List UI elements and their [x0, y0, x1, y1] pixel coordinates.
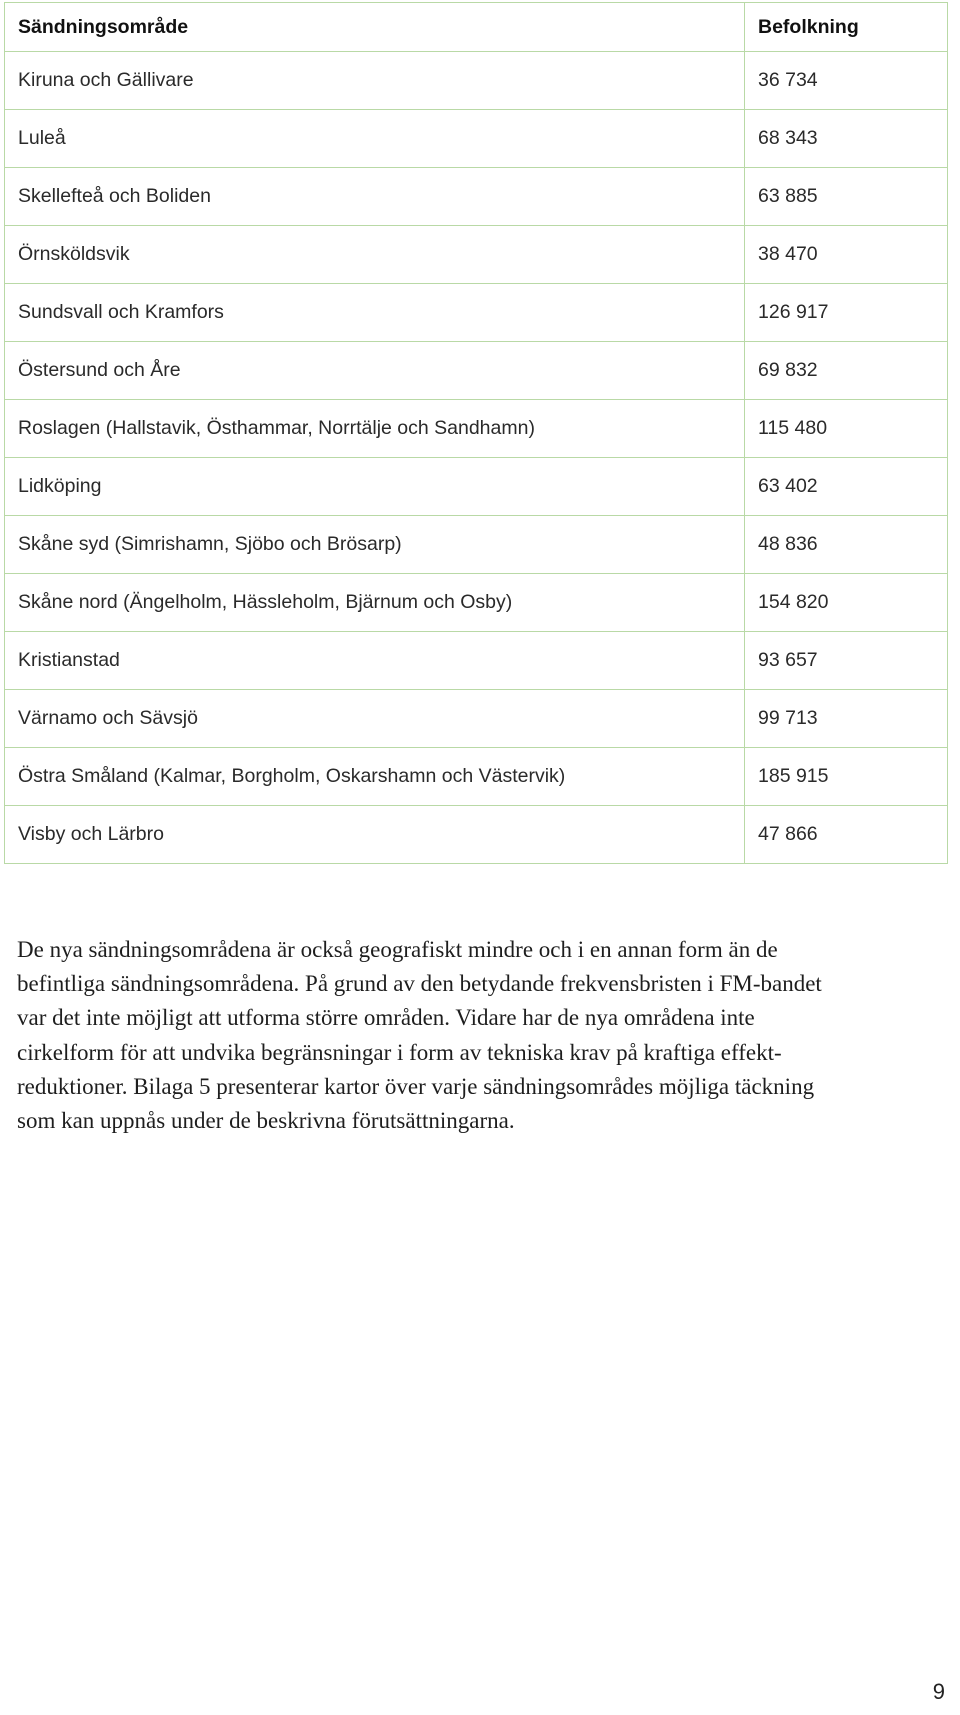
- population-cell: 99 713: [745, 690, 948, 748]
- area-cell: Värnamo och Sävsjö: [5, 690, 745, 748]
- table-row: [5, 748, 948, 806]
- population-cell: 48 836: [745, 516, 948, 574]
- population-cell: 36 734: [745, 52, 948, 110]
- column-header-population: Befolkning: [745, 3, 948, 52]
- population-cell: 69 832: [745, 342, 948, 400]
- paragraph-line: reduktioner. Bilaga 5 presenterar kartor över varje sändningsområdes möjliga täckning: [17, 1073, 815, 1099]
- table-row: [5, 342, 948, 400]
- table-row: [5, 458, 948, 516]
- area-cell: Östra Småland (Kalmar, Borgholm, Oskarshamn och Västervik): [5, 748, 745, 806]
- broadcast-areas-table: [4, 2, 948, 864]
- population-cell: 126 917: [745, 284, 948, 342]
- table-row: [5, 516, 948, 574]
- area-cell: Skåne syd (Simrishamn, Sjöbo och Brösarp): [5, 516, 745, 574]
- area-cell: Visby och Lärbro: [5, 806, 745, 864]
- population-cell: 63 402: [745, 458, 948, 516]
- paragraph-line: De nya sändningsområdena är också geografiskt mindre och i en annan form än de: [17, 937, 778, 962]
- column-header-area: Sändningsområde: [5, 3, 745, 52]
- table-row: [5, 168, 948, 226]
- table-row: [5, 110, 948, 168]
- table-body: [5, 52, 948, 864]
- table-row: [5, 400, 948, 458]
- table-row: [5, 52, 948, 110]
- population-cell: 185 915: [745, 748, 948, 806]
- population-cell: 68 343: [745, 110, 948, 168]
- table-row: [5, 226, 948, 284]
- paragraph-line: cirkelform för att undvika begränsningar i form av tekniska krav på kraftiga effekt-: [17, 1039, 782, 1065]
- area-cell: Östersund och Åre: [5, 342, 745, 400]
- paragraph-line: var det inte möjligt att utforma större områden. Vidare har de nya områdena inte: [17, 1005, 755, 1031]
- population-cell: 93 657: [745, 632, 948, 690]
- table-row: [5, 574, 948, 632]
- area-cell: Lidköping: [5, 458, 745, 516]
- table-row: [5, 284, 948, 342]
- table-row: [5, 806, 948, 864]
- table-row: [5, 690, 948, 748]
- area-cell: Sundsvall och Kramfors: [5, 284, 745, 342]
- population-cell: 38 470: [745, 226, 948, 284]
- population-cell: 115 480: [745, 400, 948, 458]
- area-cell: Kiruna och Gällivare: [5, 52, 745, 110]
- paragraph-line: som kan uppnås under de beskrivna förutsättningarna.: [17, 1108, 515, 1134]
- area-cell: Skåne nord (Ängelholm, Hässleholm, Bjärnum och Osby): [5, 574, 745, 632]
- population-cell: 154 820: [745, 574, 948, 632]
- area-cell: Örnsköldsvik: [5, 226, 745, 284]
- area-cell: Skellefteå och Boliden: [5, 168, 745, 226]
- paragraph-line: befintliga sändningsområdena. På grund av den betydande frekvensbristen i FM-bandet: [17, 971, 822, 997]
- area-cell: Kristianstad: [5, 632, 745, 690]
- area-cell: Luleå: [5, 110, 745, 168]
- page-number: 9: [932, 1679, 945, 1704]
- table-header-row: [5, 3, 948, 52]
- body-paragraph: [17, 933, 952, 1138]
- population-cell: 47 866: [745, 806, 948, 864]
- population-cell: 63 885: [745, 168, 948, 226]
- table-row: [5, 632, 948, 690]
- area-cell: Roslagen (Hallstavik, Östhammar, Norrtälje och Sandhamn): [5, 400, 745, 458]
